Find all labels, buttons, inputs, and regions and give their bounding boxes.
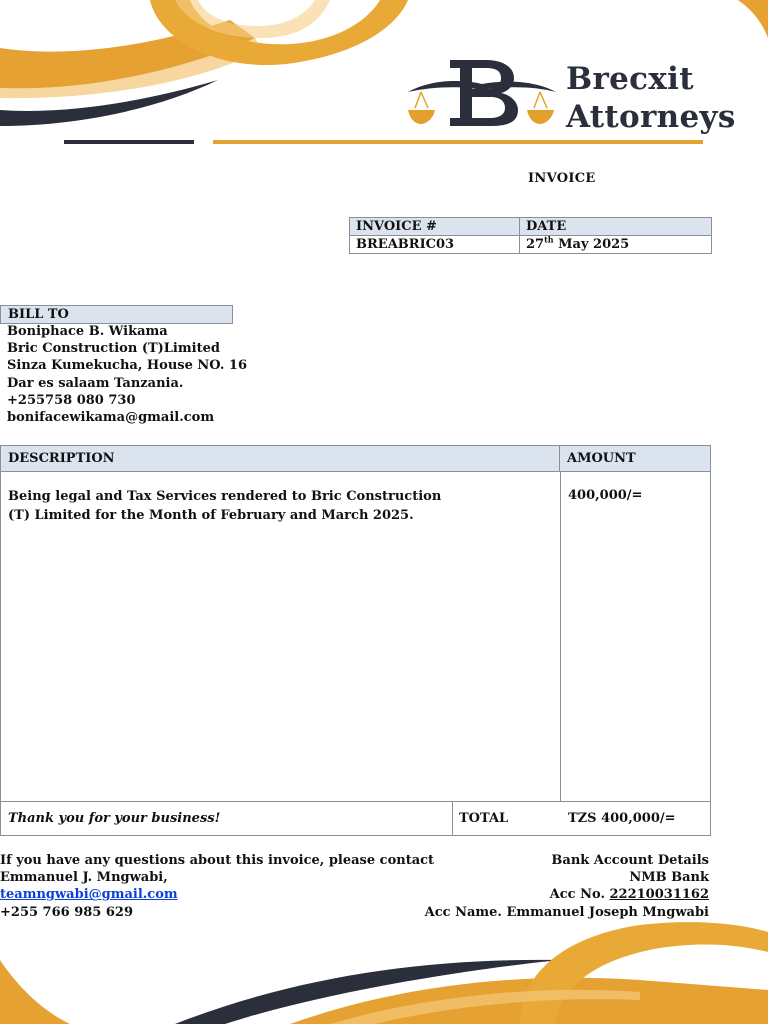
brand-name-line1: Brecxit <box>566 61 694 97</box>
bill-to-phone: +255758 080 730 <box>7 392 136 408</box>
brand-name <box>566 60 736 136</box>
bank-details <box>425 852 709 921</box>
description-header: DESCRIPTION <box>1 446 560 472</box>
item-description: Being legal and Tax Services rendered to Bric Construction (T) Limited for the Month of February and March 2025. <box>8 489 442 523</box>
amount-header: AMOUNT <box>560 446 710 472</box>
bill-to-email: bonifacewikama@gmail.com <box>7 410 215 426</box>
header-rule-dark <box>64 140 194 144</box>
date-header: DATE <box>520 218 712 236</box>
brand-name-line2: Attorneys <box>566 99 736 135</box>
bill-to-address: Sinza Kumekucha, House NO. 16 <box>7 358 248 374</box>
bank-name: NMB Bank <box>629 870 709 886</box>
invoice-number-value: BREABRIC03 <box>350 236 520 254</box>
thank-you-note: Thank you for your business! <box>8 811 221 826</box>
account-name: Acc Name. Emmanuel Joseph Mngwabi <box>424 904 709 920</box>
account-number: Acc No. 22210031162 <box>549 887 709 903</box>
contact-intro: If you have any questions about this invoice, please contact <box>0 853 435 868</box>
bottom-left-corner <box>0 960 70 1024</box>
bill-to-header: BILL TO <box>0 305 233 324</box>
items-table <box>0 445 711 836</box>
item-amount: 400,000/= <box>568 488 643 503</box>
contact-email-link[interactable]: teamngwabi@gmail.com <box>0 887 178 903</box>
scales-b-logo-icon <box>404 58 560 132</box>
bank-title: Bank Account Details <box>551 853 709 868</box>
contact-name: Emmanuel J. Mngwabi, <box>0 870 168 886</box>
bill-to-name: Boniphace B. Wikama <box>7 324 168 339</box>
document-title: INVOICE <box>528 171 596 186</box>
bill-to-block <box>7 323 247 426</box>
header-rule-gold <box>213 140 703 144</box>
contact-phone: +255 766 985 629 <box>0 904 134 920</box>
date-value: 27th May 2025 <box>520 236 712 254</box>
bill-to-company: Bric Construction (T)Limited <box>7 341 220 357</box>
invoice-number-header: INVOICE # <box>350 218 520 236</box>
bill-to-city: Dar es salaam Tanzania. <box>7 375 184 391</box>
table-footer <box>1 801 710 835</box>
total-label: TOTAL <box>459 811 509 826</box>
contact-block <box>0 852 434 921</box>
total-value: TZS 400,000/= <box>568 811 676 826</box>
invoice-meta-table <box>349 217 712 254</box>
